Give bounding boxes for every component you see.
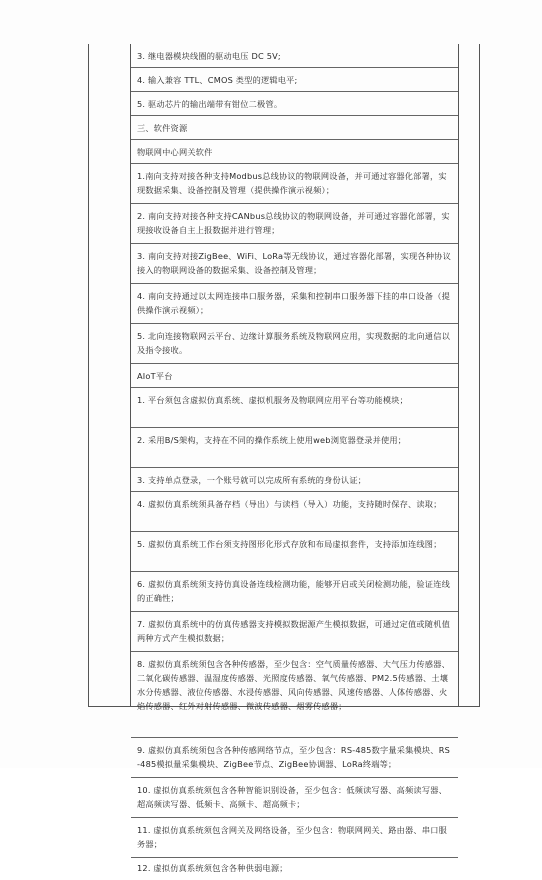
- table-row: 2. 南向支持对接各种支持CANbus总线协议的物联网设备，并可通过容器化部署，实现接收设备自主上报数据并进行管理；: [131, 204, 458, 244]
- table-left-column: [88, 44, 131, 706]
- table-row: 10. 虚拟仿真系统须包含各种智能识别设备，至少包含：低频读写器、高频读写器、超高频读写器、低频卡、高频卡、超高频卡；: [131, 778, 458, 818]
- section-heading: 三、软件资源: [131, 116, 458, 140]
- table-row: 4. 输入兼容 TTL、CMOS 类型的逻辑电平;: [131, 68, 458, 92]
- table-right-column: [458, 44, 479, 706]
- table-row: 3. 南向支持对接ZigBee、WiFi、LoRa等无线协议，通过容器化部署，实现各种协议接入的物联网设备的数据采集、设备控制及管理；: [131, 244, 458, 284]
- table-row: 3. 支持单点登录，一个账号就可以完成所有系统的身份认证；: [131, 468, 458, 492]
- table-row: 1. 平台须包含虚拟仿真系统、虚拟机服务及物联网应用平台等功能模块；: [131, 388, 458, 428]
- table-row: 4. 虚拟仿真系统须具备存档（导出）与读档（导入）功能，支持随时保存、读取；: [131, 492, 458, 532]
- table-row: 5. 北向连接物联网云平台、边缘计算服务系统及物联网应用，实现数据的北向通信以及指令接收。: [131, 324, 458, 364]
- table-row: 5. 驱动芯片的输出端带有钳位二极管。: [131, 92, 458, 116]
- table-row: 4. 南向支持通过以太网连接串口服务器，采集和控制串口服务器下挂的串口设备（提供操作演示视频）；: [131, 284, 458, 324]
- spec-table: [131, 44, 458, 880]
- table-row: 8. 虚拟仿真系统须包含各种传感器，至少包含：空气质量传感器、大气压力传感器、二氧化碳传感器、温湿度传感器、光照度传感器、氧气传感器、PM2.5传感器、土壤水分传感器、液位传感器、水浸传感器、风向传感器、风速传感器、人体传感器、火焰传感器、红外对射传感器、微波传感器、烟雾传感器；: [131, 652, 458, 738]
- table-row: 12. 虚拟仿真系统须包含各种供弱电源；: [137, 863, 288, 873]
- table-row: 1.南向支持对接各种支持Modbus总线协议的物联网设备，并可通过容器化部署，实现数据采集、设备控制及管理（提供操作演示视频）；: [131, 164, 458, 204]
- table-row: 11. 虚拟仿真系统须包含网关及网络设备，至少包含：物联网网关、路由器、串口服务器；: [131, 818, 458, 858]
- table-row: 2. 采用B/S架构，支持在不同的操作系统上使用web浏览器登录并使用；: [131, 428, 458, 468]
- table-row: 7. 虚拟仿真系统中的仿真传感器支持模拟数据源产生模拟数据，可通过定值或随机值两种方式产生模拟数据；: [131, 612, 458, 652]
- table-row: 6. 虚拟仿真系统须支持仿真设备连线检测功能，能够开启或关闭检测功能，验证连线的正确性；: [131, 572, 458, 612]
- subsection-heading: AIoT平台: [131, 364, 458, 388]
- table-row: 5. 虚拟仿真系统工作台须支持图形化形式存放和布局虚拟套件，支持添加连线图；: [131, 532, 458, 572]
- table-row: 3. 继电器模块线圈的驱动电压 DC 5V;: [131, 44, 458, 68]
- table-row: 9. 虚拟仿真系统须包含各种传感网络节点，至少包含：RS-485数字量采集模块、RS-485模拟量采集模块、ZigBee节点、ZigBee协调器、LoRa终端等；: [131, 738, 458, 778]
- subsection-heading: 物联网中心网关软件: [131, 140, 458, 164]
